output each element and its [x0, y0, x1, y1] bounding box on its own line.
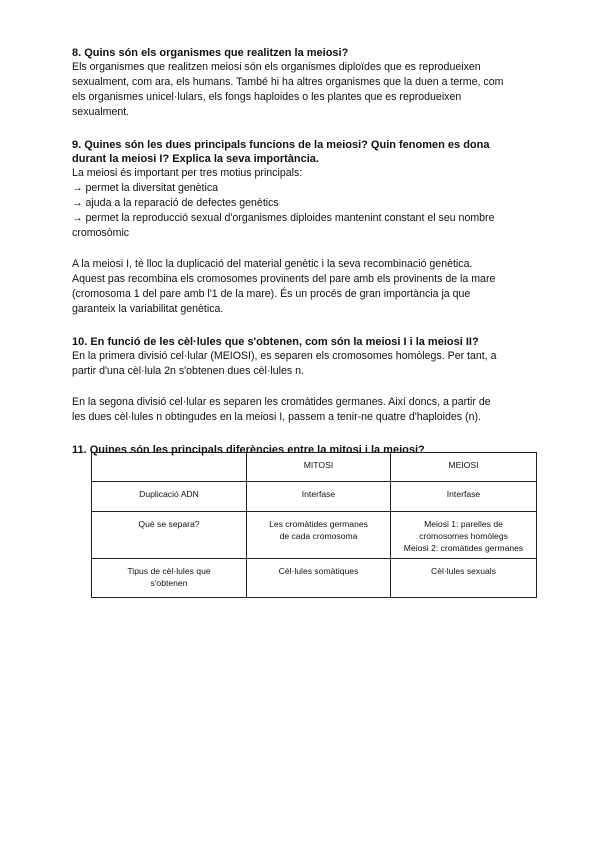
- q8-title: 8. Quins són els organismes que realitzen la meiosi?: [72, 47, 349, 59]
- q10-p2-line: En la segona divisió cel·lular es separen les cromàtides germanes. Així doncs, a partir de: [72, 396, 491, 408]
- q9-bullet-continuation: cromosòmic: [72, 227, 130, 239]
- q10-p1-line: En la primera divisió cel·lular (MEIOSI), es separen els cromosomes homòlegs. Per tant, a: [72, 350, 497, 362]
- q8-answer-line: els organismes unicel·lulars, els fongs haploides o les plantes que es reprodueixen: [72, 91, 462, 103]
- q9-intro: La meiosi és important per tres motius principals:: [72, 167, 303, 179]
- q10-p2-line: les dues cèl·lules n obtingudes en la meiosi I, passem a tenir-ne quatre d'haploides (n).: [72, 411, 481, 423]
- table-row: [92, 512, 537, 559]
- cell-line: Interfase: [446, 489, 481, 499]
- cell-line: cromosomes homòlegs: [419, 531, 508, 541]
- document-page: [72, 46, 528, 457]
- table-header-row: [92, 453, 537, 482]
- cell-line: de cada cromosoma: [279, 531, 358, 541]
- cell-line: Les cromàtides germanes: [269, 519, 368, 529]
- q8-answer-line: Els organismes que realitzen meiosi són els organismes diploïdes que es reprodueixen: [72, 61, 481, 73]
- row-label: Tipus de cèl·lules que s'obtenen: [92, 559, 247, 598]
- q11-title: 11. Quines són les principals diferències entre la mitosi i la meiosi?: [72, 444, 425, 456]
- cell-line: Cèl·lules sexuals: [431, 566, 496, 576]
- q10-title: 10. En funció de les cèl·lules que s'obtenen, com són la meiosi I i la meiosi II?: [72, 336, 479, 348]
- table-header-cell: [92, 453, 247, 482]
- q9-bullet: → permet la reproducció sexual d'organismes diploides mantenint constant el seu nombre: [72, 212, 495, 224]
- q9-bullet: → permet la diversitat genètica: [72, 182, 219, 194]
- mitosi-cell: [247, 512, 391, 559]
- q10-p1-line: partir d'una cèl·lula 2n s'obtenen dues cèl·lules n.: [72, 365, 304, 377]
- q9-bullet: → ajuda a la reparació de defectes genètics: [72, 197, 279, 209]
- row-label: Duplicació ADN: [92, 482, 247, 512]
- meiosi-cell: [391, 512, 537, 559]
- meiosi-cell: [391, 482, 537, 512]
- q9-paragraph-line: Aquest pas recombina els cromosomes provinents del pare amb els provinents de la mare: [72, 273, 496, 285]
- table-row: [92, 482, 537, 512]
- q9-paragraph-line: (cromosoma 1 del pare amb l'1 de la mare). És un procés de gran importància ja que: [72, 288, 471, 300]
- q9-paragraph-line: garanteix la variabilitat genètica.: [72, 303, 224, 315]
- cell-line: Interfase: [301, 489, 336, 499]
- q8-answer-line: sexualment.: [72, 106, 130, 118]
- mitosi-cell: [247, 559, 391, 598]
- row-label: Què se separa?: [92, 512, 247, 559]
- meiosi-cell: [391, 559, 537, 598]
- mitosi-cell: [247, 482, 391, 512]
- table-header-meiosi: MEIOSI: [391, 453, 537, 482]
- table-header-mitosi: MITOSI: [247, 453, 391, 482]
- cell-line: Meiosi 1: parelles de: [424, 519, 503, 529]
- comparison-table: [91, 452, 537, 598]
- q8-answer-line: sexualment, com ara, els humans. També hi ha altres organismes que la duen a terme, com: [72, 76, 504, 88]
- q8-answer: [72, 60, 528, 120]
- q9-paragraph: [72, 257, 528, 317]
- table-row: [92, 559, 537, 598]
- cell-line: Meiosi 2: cromàtides germanes: [403, 543, 524, 553]
- q9-paragraph-line: A la meiosi I, té lloc la duplicació del material genètic i la seva recombinació genètica.: [72, 258, 473, 270]
- q9-title-line: durant la meiosi I? Explica la seva importància.: [72, 153, 319, 165]
- cell-line: Cèl·lules somàtiques: [278, 566, 359, 576]
- q9-title-line: 9. Quines són les dues principals funcions de la meiosi? Quin fenomen es dona: [72, 139, 490, 151]
